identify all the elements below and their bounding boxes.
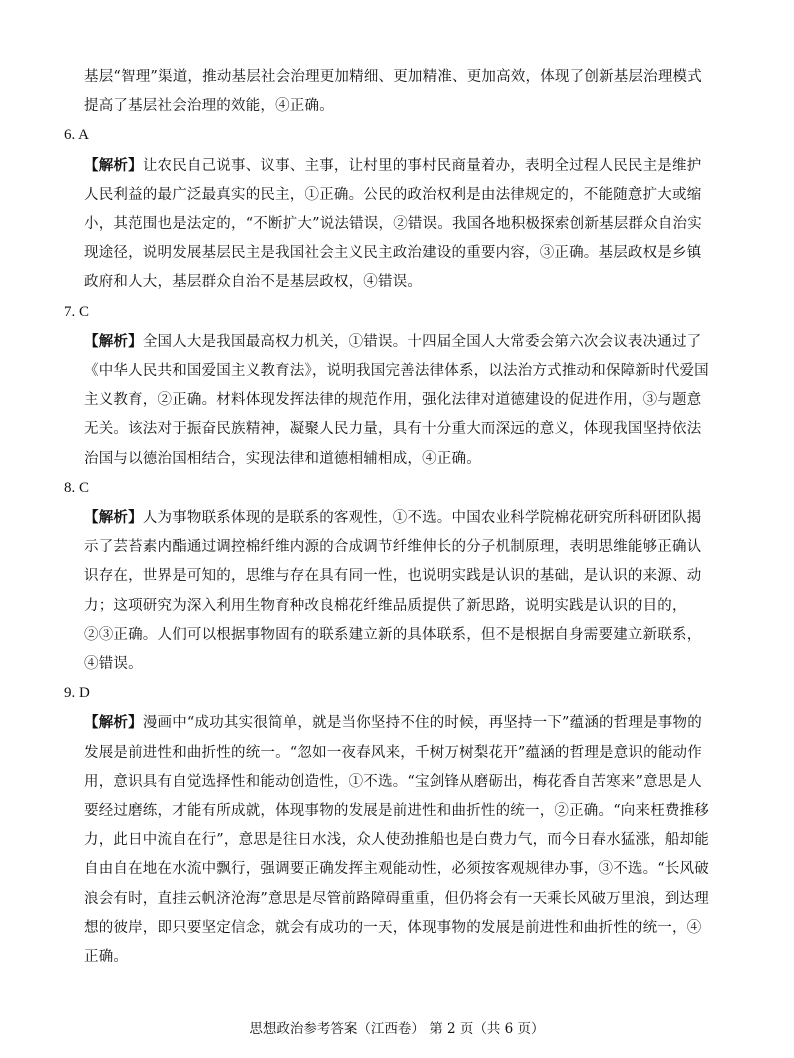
- analysis-text: 全国人大是我国最高权力机关，①错误。十四届全国人大常委会第六次会议表决通过了《中华人民共和国爱国主义教育法》，说明我国完善法律体系，以法治方式推动和保障新时代爱国主义教育，②正确。材料体现发挥法律的规范作用，强化法律对道德建设的促进作用，③与题意无关。该法对于振奋民族精神，凝聚人民力量，具有十分重大而深远的意义，体现我国坚持依法治国与以德治国相结合，实现法律和道德相辅相成，④正确。: [84, 333, 709, 467]
- question-number-6: 6. A: [64, 127, 90, 144]
- analysis-text: 让农民自己说事、议事、主事，让村里的事村民商量着办，表明全过程人民民主是维护人民利益的最广泛最真实的民主，①正确。公民的政治权利是由法律规定的，不能随意扩大或缩小，其范围也是法定的，“不断扩大”说法错误，②错误。我国各地积极探索创新基层群众自治实现途径，说明发展基层民主是我国社会主义民主政治建设的重要内容，③正确。基层政权是乡镇政府和人大，基层群众自治不是基层政权，④错误。: [84, 157, 702, 291]
- analysis-tag: 【解析】: [84, 156, 143, 174]
- analysis-8: [84, 503, 712, 679]
- answer-content: [64, 63, 712, 972]
- analysis-tag: 【解析】: [84, 332, 143, 350]
- page-footer: 思想政治参考答案（江西卷） 第 2 页（共 6 页）: [249, 1021, 545, 1037]
- paragraph-continuation: 基层“智理”渠道，推动基层社会治理更加精细、更加精准、更加高效，体现了创新基层治理模式提高了基层社会治理的效能，④正确。: [84, 69, 702, 115]
- analysis-tag: 【解析】: [84, 714, 143, 732]
- analysis-text: 人为事物联系体现的是联系的客观性，①不选。中国农业科学院棉花研究所科研团队揭示了芸苔素内酯通过调控棉纤维内源的合成调节纤维伸长的分子机制原理，表明思维能够正确认识存在，世界是可知的，思维与存在具有同一性，也说明实践是认识的基础，是认识的来源、动力；这项研究为深入利用生物育种改良棉花纤维品质提供了新思路，说明实践是认识的目的，②③正确。人们可以根据事物固有的联系建立新的具体联系，但不是根据自身需要建立新联系，④错误。: [84, 510, 702, 673]
- analysis-tag: 【解析】: [84, 509, 143, 527]
- question-number-8: 8. C: [64, 479, 90, 496]
- question-number-7: 7. C: [64, 303, 90, 320]
- analysis-7: [84, 327, 712, 474]
- analysis-text: 漫画中“成功其实很简单，就是当你坚持不住的时候，再坚持一下”蕴涵的哲理是事物的发展是前进性和曲折性的统一。“忽如一夜春风来，千树万树梨花开”蕴涵的哲理是意识的能动作用，意识具有自觉选择性和能动创造性，①不选。“宝剑锋从磨砺出，梅花香自苦寒来”意思是人要经过磨练，才能有所成就，体现事物的发展是前进性和曲折性的统一，②正确。“向来枉费推移力，此日中流自在行”，意思是往日水浅，众人使劲推船也是白费力气，而今日春水猛涨，船却能自由自在地在水流中飘行，强调要正确发挥主观能动性，必须按客观规律办事，③不选。“长风破浪会有时，直挂云帆济沧海”意思是尽管前路障碍重重，但仍将会有一天乘长风破万里浪，到达理想的彼岸，即只要坚定信念，就会有成功的一天，体现事物的发展是前进性和曲折性的统一，④正确。: [84, 715, 710, 966]
- question-number-9: 9. D: [64, 685, 90, 702]
- analysis-9: [84, 708, 712, 972]
- analysis-6: [84, 151, 712, 298]
